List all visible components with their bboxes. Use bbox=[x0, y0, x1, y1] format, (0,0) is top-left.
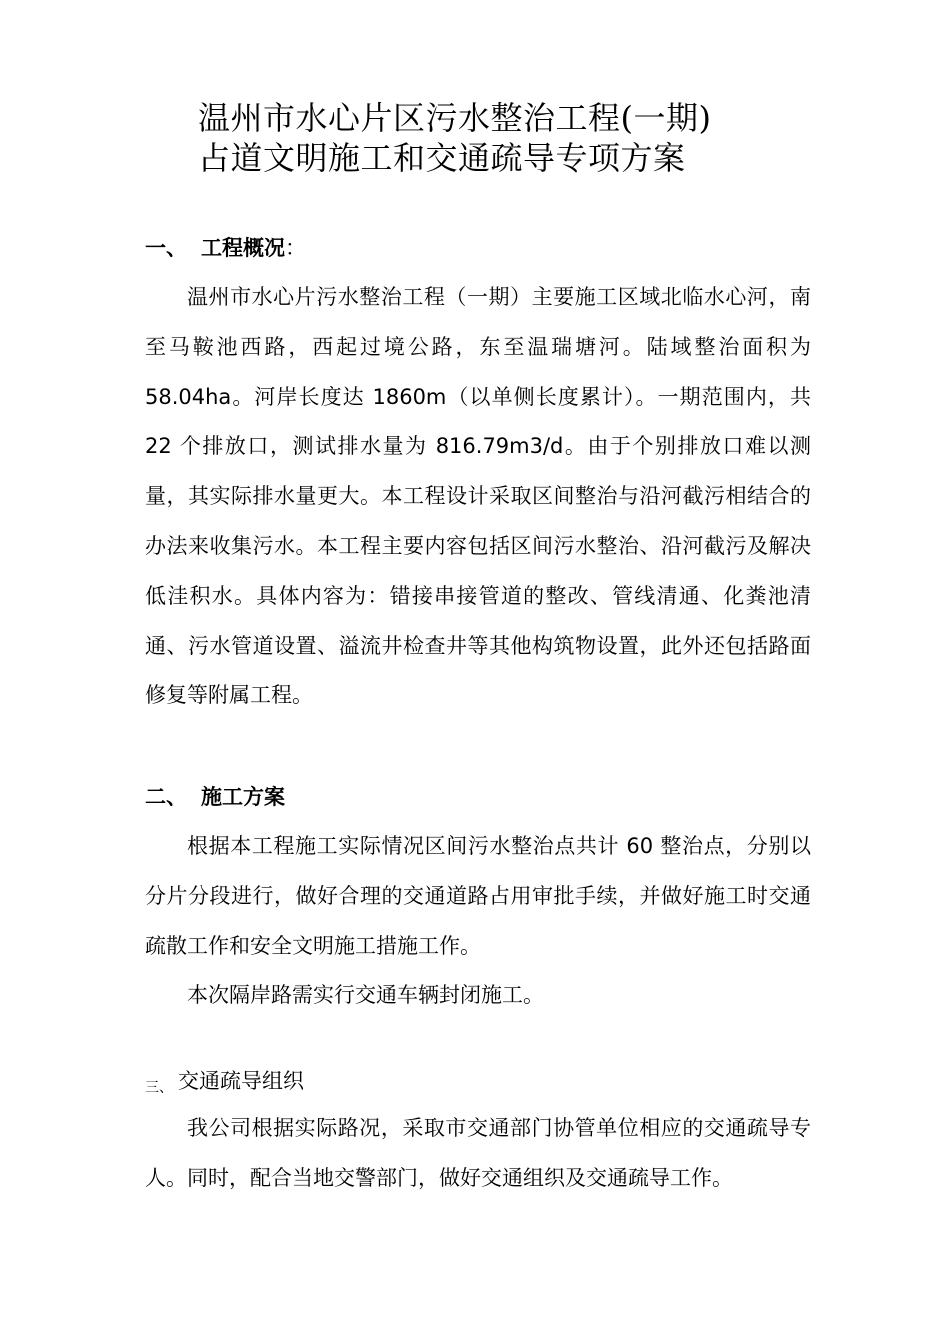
document-title-line-2: 占道文明施工和交通疏导专项方案 bbox=[198, 139, 686, 177]
section-2-paragraph-2: 本次隔岸路需实行交通车辆封闭施工。 bbox=[187, 983, 544, 1007]
section-3-paragraph: 我公司根据实际路况，采取市交通部门协管单位相应的交通疏导专人。同时，配合当地交警部门，做好交通组织及交通疏导工作。 bbox=[145, 1116, 811, 1190]
document-title-line-1: 温州市水心片区污水整治工程(一期) bbox=[198, 99, 712, 137]
section-3-number: 三、 bbox=[145, 1080, 173, 1096]
section-1-colon: ： bbox=[285, 236, 306, 260]
section-2-paragraph-1: 根据本工程施工实际情况区间污水整治点共计 60 整治点，分别以分片分段进行，做好合理的交通道路占用审批手续，并做好施工时交通疏散工作和安全文明施工措施工作。 bbox=[145, 834, 811, 958]
section-2-title: 施工方案 bbox=[201, 785, 285, 809]
section-3-title: 交通疏导组织 bbox=[178, 1069, 304, 1093]
section-1-title: 工程概况 bbox=[201, 236, 285, 260]
section-1-paragraph: 温州市水心片污水整治工程（一期）主要施工区域北临水心河，南至马鞍池西路，西起过境公路，东至温瑞塘河。陆域整治面积为 58.04ha。河岸长度达 1860m（以单侧长度累计）。一期范围内，共 22 个排放口，测试排水量为 816.79m3/d。由于个别排放口难以测量，其实际排水量更大。本工程设计采取区间整治与沿河截污相结合的办法来收集污水。本工程主要内容包括区间污水整治、沿河截污及解决低洼积水。具体内容为：错接串接管道的整改、管线清通、化粪池清通、污水管道设置、溢流井检查井等其他构筑物设置，此外还包括路面修复等附属工程。 bbox=[145, 285, 811, 708]
section-1-heading bbox=[145, 233, 306, 263]
section-2-heading bbox=[145, 782, 285, 812]
section-2-number: 二、 bbox=[145, 785, 187, 809]
section-1-number: 一、 bbox=[145, 236, 187, 260]
section-3-heading bbox=[145, 1066, 304, 1103]
